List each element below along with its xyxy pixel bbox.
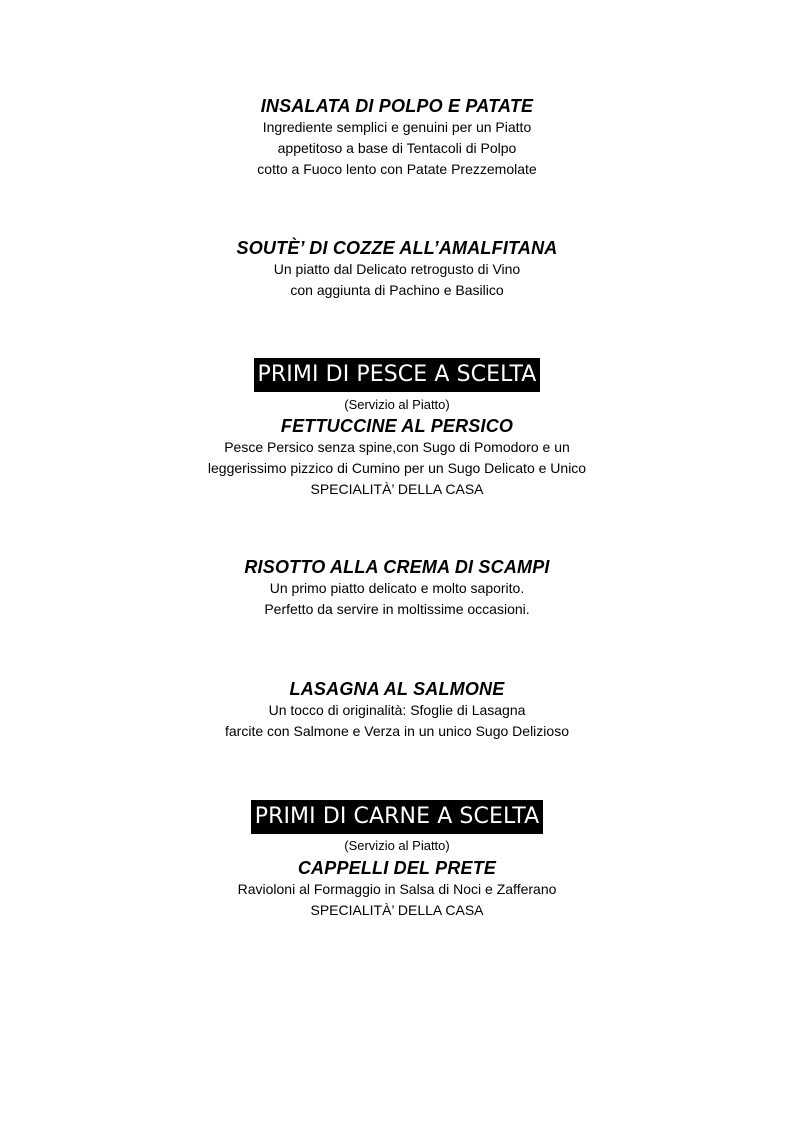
dish-description-line: Un piatto dal Delicato retrogusto di Vino xyxy=(273,261,521,277)
dish-description-line: Un primo piatto delicato e molto saporito. xyxy=(269,580,525,596)
dish-description-line: appetitoso a base di Tentacoli di Polpo xyxy=(277,140,517,156)
dish-description-line: leggerissimo pizzico di Cumino per un Sugo Delicato e Unico xyxy=(207,460,587,476)
dish-description-line: Perfetto da servire in moltissime occasioni. xyxy=(264,601,530,617)
service-note: (Servizio al Piatto) xyxy=(344,838,450,853)
menu-item xyxy=(0,415,794,500)
menu-item xyxy=(0,857,794,921)
dish-description-line: Ingrediente semplici e genuini per un Piatto xyxy=(262,119,532,135)
section-header xyxy=(0,358,794,392)
dish-title: RISOTTO ALLA CREMA DI SCAMPI xyxy=(244,557,550,577)
dish-title: LASAGNA AL SALMONE xyxy=(289,679,505,699)
dish-description-line: Ravioloni al Formaggio in Salsa di Noci e Zafferano xyxy=(237,881,557,897)
menu-item xyxy=(0,237,794,301)
dish-description-line: farcite con Salmone e Verza in un unico Sugo Delizioso xyxy=(225,723,569,739)
dish-title: FETTUCCINE AL PERSICO xyxy=(280,416,514,436)
dish-title: CAPPELLI DEL PRETE xyxy=(297,858,497,878)
dish-description-line: SPECIALITÀ’ DELLA CASA xyxy=(310,902,484,918)
menu-item xyxy=(0,556,794,620)
dish-description-line: con aggiunta di Pachino e Basilico xyxy=(290,282,504,298)
dish-title: SOUTÈ’ DI COZZE ALL’AMALFITANA xyxy=(236,238,558,258)
dish-description-line: SPECIALITÀ’ DELLA CASA xyxy=(310,481,484,497)
dish-title: INSALATA DI POLPO E PATATE xyxy=(260,96,534,116)
section-header xyxy=(0,800,794,834)
dish-description-line: Pesce Persico senza spine,con Sugo di Pomodoro e un xyxy=(224,439,570,455)
menu-item xyxy=(0,95,794,180)
dish-description-line: cotto a Fuoco lento con Patate Prezzemolate xyxy=(257,161,537,177)
section-heading: PRIMI DI PESCE A SCELTA xyxy=(254,358,541,392)
service-note: (Servizio al Piatto) xyxy=(344,397,450,412)
menu-item xyxy=(0,678,794,742)
dish-description-line: Un tocco di originalità: Sfoglie di Lasagna xyxy=(268,702,526,718)
section-heading: PRIMI DI CARNE A SCELTA xyxy=(251,800,544,834)
